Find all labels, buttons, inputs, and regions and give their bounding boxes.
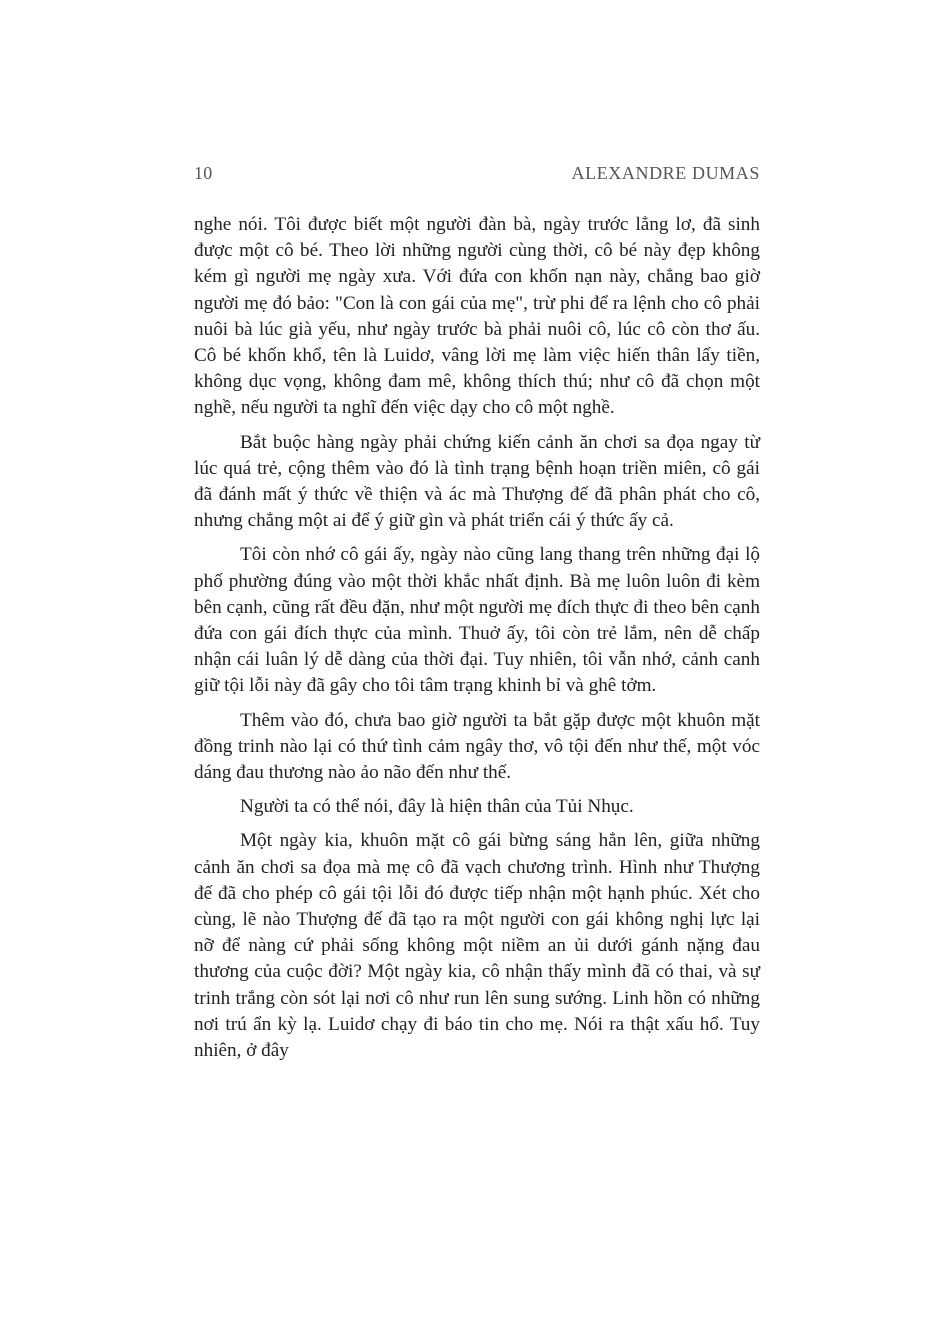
running-head-author: ALEXANDRE DUMAS	[571, 163, 760, 183]
paragraph-6: Một ngày kia, khuôn mặt cô gái bừng sáng hẳn lên, giữa những cảnh ăn chơi sa đọa mà mẹ cô đã vạch chương trình. Hình như Thượng đế đã cho phép cô gái tội lỗi đó được tiếp nhận một hạnh phúc. Xét cho cùng, lẽ nào Thượng đế đã tạo ra một người con gái không nghị lực lại nỡ để nàng cứ phải sống không một niềm an ủi dưới gánh nặng đau thương của cuộc đời? Một ngày kia, cô nhận thấy mình đã có thai, và sự trinh trắng còn sót lại nơi cô như run lên sung sướng. Linh hồn có những nơi trú ẩn kỳ lạ. Luidơ chạy đi báo tin cho mẹ. Nói ra thật xấu hổ. Tuy nhiên, ở đây	[194, 830, 760, 1062]
paragraph-1: nghe nói. Tôi được biết một người đàn bà, ngày trước lẳng lơ, đã sinh được một cô bé. Theo lời những người cùng thời, cô bé này đẹp không kém gì người mẹ ngày xưa. Với đứa con khốn nạn này, chẳng bao giờ người mẹ đó bảo: "Con là con gái của mẹ", trừ phi để ra lệnh cho cô phải nuôi bà lúc già yếu, như ngày trước bà phải nuôi cô, lúc cô còn thơ ấu. Cô bé khốn khổ, tên là Luidơ, vâng lời mẹ làm việc hiến thân lấy tiền, không dục vọng, không đam mê, không thích thú; như cô đã chọn một nghề, nếu người ta nghĩ đến việc dạy cho cô một nghề.	[194, 214, 760, 419]
page-number: 10	[194, 163, 213, 183]
paragraph-2: Bắt buộc hàng ngày phải chứng kiến cảnh ăn chơi sa đọa ngay từ lúc quá trẻ, cộng thêm vào đó là tình trạng bệnh hoạn triền miên, cô gái đã đánh mất ý thức về thiện và ác mà Thượng đế đã phân phát cho cô, nhưng chẳng một ai để ý giữ gìn và phát triển cái ý thức ấy cả.	[194, 431, 760, 532]
paragraph-3: Tôi còn nhớ cô gái ấy, ngày nào cũng lang thang trên những đại lộ phố phường đúng vào một thời khắc nhất định. Bà mẹ luôn luôn đi kèm bên cạnh, cũng rất đều đặn, như một người mẹ đích thực đi theo bên cạnh đứa con gái đích thực của mình. Thuở ấy, tôi còn trẻ lắm, nên dễ chấp nhận cái luân lý dễ dàng của thời đại. Tuy nhiên, tôi vẫn nhớ, cảnh canh giữ tội lỗi này đã gây cho tôi tâm trạng khinh bỉ và ghê tởm.	[194, 544, 760, 697]
running-head	[194, 163, 760, 187]
body-text	[194, 212, 760, 1064]
paragraph-5: Người ta có thể nói, đây là hiện thân của Tủi Nhục.	[240, 796, 634, 818]
paragraph-4: Thêm vào đó, chưa bao giờ người ta bắt gặp được một khuôn mặt đồng trinh nào lại có thứ tình cảm ngây thơ, vô tội đến như thế, một vóc dáng đau thương nào ảo não đến như thế.	[194, 709, 760, 784]
